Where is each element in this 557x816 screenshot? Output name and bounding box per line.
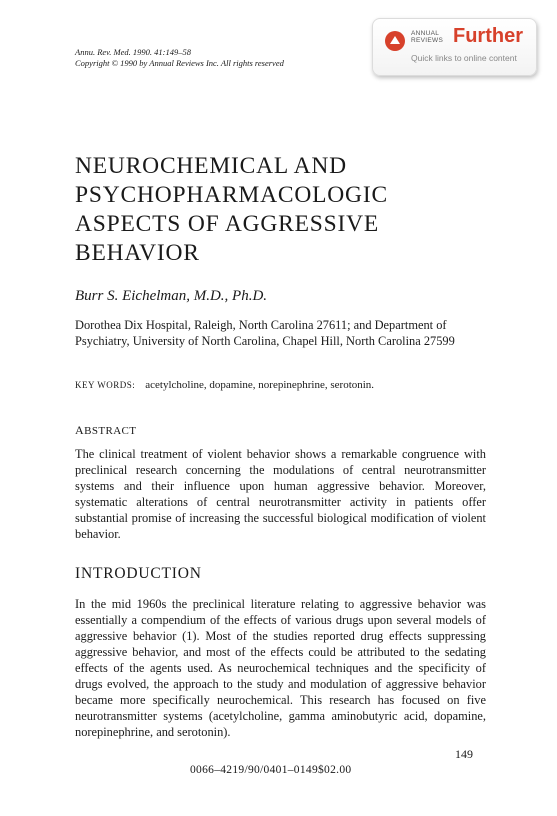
- title-line: NEUROCHEMICAL AND: [75, 153, 347, 179]
- journal-citation: Annu. Rev. Med. 1990. 41:149–58: [75, 47, 191, 57]
- author-affiliation: Dorothea Dix Hospital, Raleigh, North Carolina 27611; and Department of Psychiatry, University of North Carolina, Chapel Hill, North Carolina 27599: [75, 318, 455, 348]
- introduction-text: In the mid 1960s the preclinical literature relating to aggressive behavior was essentially a compendium of the effects of various drugs upon several models of aggressive behavior (1). Most of the studies reported drug effects suppressing aggressive behavior, and most of the effects could be attributed to the sedating effects of the agents used. As neurochemical techniques and the specificity of drugs evolved, the approach to the study and modulation of aggressive behavior became more specifically neurochemical. This research has focused on five neurotransmitter systems (acetylcholine, gamma aminobutyric acid, dopamine, norepinephrine, and serotonin).: [75, 597, 486, 739]
- abstract-text: The clinical treatment of violent behavior shows a remarkable congruence with preclinical research concerning the modulations of central neurotransmitter systems and their influence upon human aggressive behavior. Moreover, systematic alterations of central neurotransmitter activity in patients offer substantial promise of increasing the successful biological modification of violent behavior.: [75, 447, 486, 541]
- footer-code: 0066–4219/90/0401–0149$02.00: [190, 764, 352, 776]
- keywords-line: [75, 379, 374, 391]
- page-number: 149: [455, 747, 473, 761]
- author-name: Burr S. Eichelman, M.D., Ph.D.: [75, 288, 268, 304]
- introduction-heading: INTRODUCTION: [75, 565, 202, 582]
- abstract-heading: ABSTRACT: [75, 423, 137, 437]
- further-subtitle: Quick links to online content: [411, 53, 517, 63]
- keywords-list: acetylcholine, dopamine, norepinephrine, serotonin.: [145, 379, 375, 391]
- title-line: PSYCHOPHARMACOLOGIC: [75, 182, 388, 208]
- title-line: ASPECTS OF AGGRESSIVE: [75, 211, 380, 237]
- annual-reviews-logo-icon: [384, 30, 406, 52]
- title-line: BEHAVIOR: [75, 240, 200, 266]
- copyright-line: Copyright © 1990 by Annual Reviews Inc. All rights reserved: [75, 58, 284, 68]
- further-word: Further: [453, 25, 523, 47]
- article-title: [75, 152, 495, 268]
- annual-reviews-label: ANNUAL REVIEWS: [411, 30, 444, 44]
- keywords-label: KEY WORDS:: [75, 380, 136, 390]
- citation-block: [75, 47, 284, 69]
- further-badge[interactable]: [372, 18, 537, 76]
